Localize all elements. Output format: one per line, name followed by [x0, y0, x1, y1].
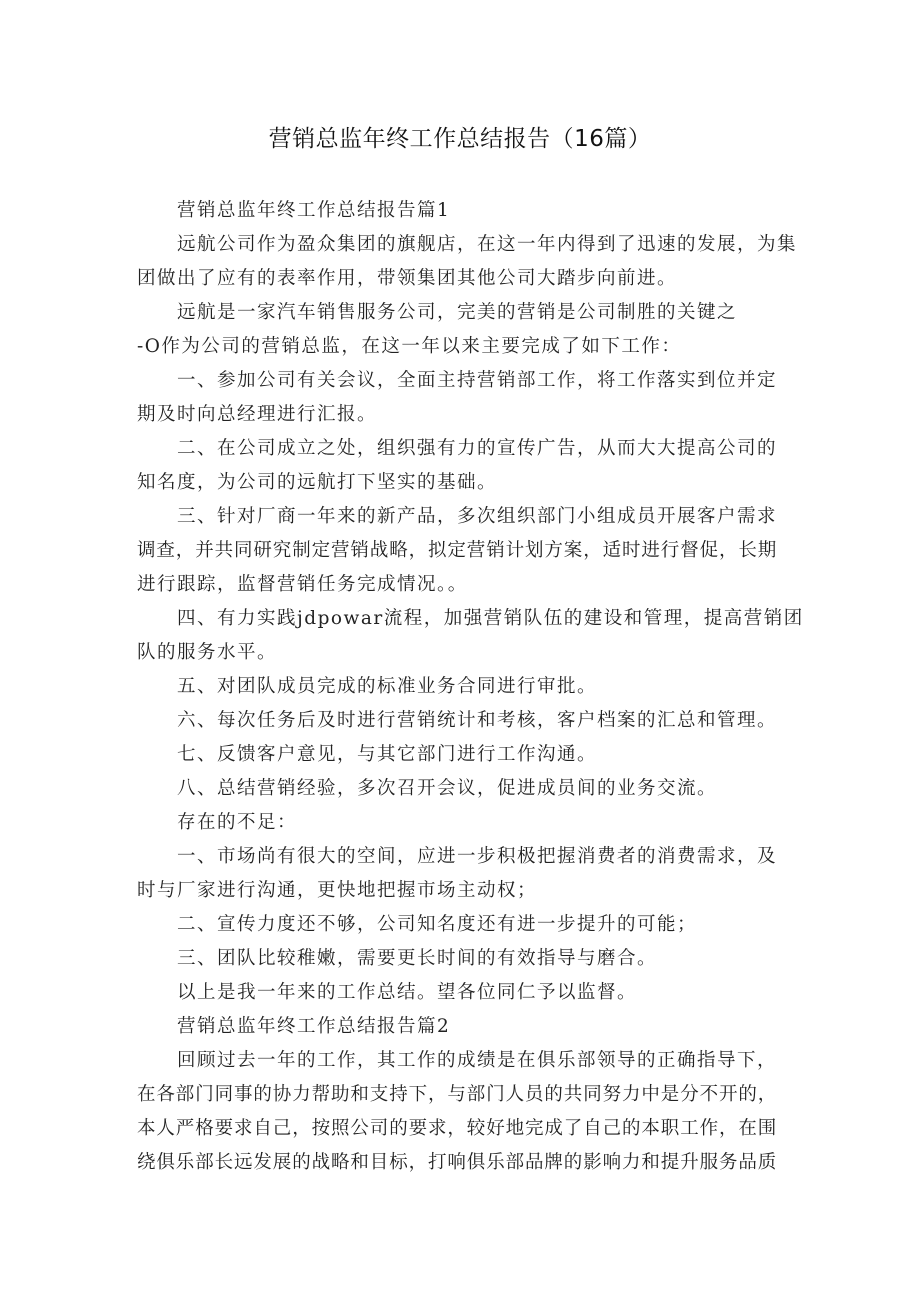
text-line: 一、市场尚有很大的空间，应进一步积极把握消费者的消费需求，及 — [177, 846, 778, 867]
text-line: 远航是一家汽车销售服务公司，完美的营销是公司制胜的关键之 — [177, 302, 738, 323]
text-line: 本人严格要求自己，按照公司的要求，较好地完成了自己的本职工作，在围 — [137, 1118, 778, 1139]
text-line: 在各部门同事的协力帮助和支持下，与部门人员的共同努力中是分不开的， — [137, 1084, 778, 1105]
text-line: -O作为公司的营销总监，在这一年以来主要完成了如下工作： — [137, 336, 682, 357]
text-line: 四、有力实践jdpowar流程，加强营销队伍的建设和管理，提高营销团 — [177, 608, 804, 629]
text-line: 团做出了应有的表率作用，带领集团其他公司大踏步向前进。 — [137, 268, 678, 289]
text-line: 队的服务水平。 — [137, 642, 278, 663]
text-line: 远航公司作为盈众集团的旗舰店，在这一年内得到了迅速的发展，为集 — [177, 234, 798, 255]
text-line: 一、参加公司有关会议，全面主持营销部工作，将工作落实到位并定 — [177, 370, 778, 391]
text-line: 三、团队比较稚嫩，需要更长时间的有效指导与磨合。 — [177, 948, 658, 969]
text-line: 二、在公司成立之处，组织强有力的宣传广告，从而大大提高公司的 — [177, 438, 778, 459]
text-line: 三、针对厂商一年来的新产品，多次组织部门小组成员开展客户需求 — [177, 506, 778, 527]
text-line: 营销总监年终工作总结报告篇1 — [177, 200, 451, 221]
text-line: 营销总监年终工作总结报告篇2 — [177, 1016, 451, 1037]
document-body — [137, 194, 804, 1180]
text-line: 时与厂家进行沟通，更快地把握市场主动权； — [137, 880, 538, 901]
text-line: 七、反馈客户意见，与其它部门进行工作沟通。 — [177, 744, 598, 765]
text-line: 存在的不足： — [177, 812, 298, 833]
text-line: 以上是我一年来的工作总结。望各位同仁予以监督。 — [177, 982, 638, 1003]
document-title: 营销总监年终工作总结报告（16篇） — [268, 126, 652, 152]
text-line: 二、宣传力度还不够，公司知名度还有进一步提升的可能； — [177, 914, 698, 935]
text-line: 五、对团队成员完成的标准业务合同进行审批。 — [177, 676, 598, 697]
text-line: 进行跟踪，监督营销任务完成情况。。 — [137, 574, 468, 595]
text-line: 八、总结营销经验，多次召开会议，促进成员间的业务交流。 — [177, 778, 718, 799]
text-line: 六、每次任务后及时进行营销统计和考核，客户档案的汇总和管理。 — [177, 710, 778, 731]
text-line: 调查，并共同研究制定营销战略，拟定营销计划方案，适时进行督促，长期 — [137, 540, 778, 561]
text-line: 绕俱乐部长远发展的战略和目标，打响俱乐部品牌的影响力和提升服务品质 — [137, 1152, 778, 1173]
text-line: 知名度，为公司的远航打下坚实的基础。 — [137, 472, 498, 493]
text-line: 期及时向总经理进行汇报。 — [137, 404, 378, 425]
text-line: 回顾过去一年的工作，其工作的成绩是在俱乐部领导的正确指导下， — [177, 1050, 778, 1071]
